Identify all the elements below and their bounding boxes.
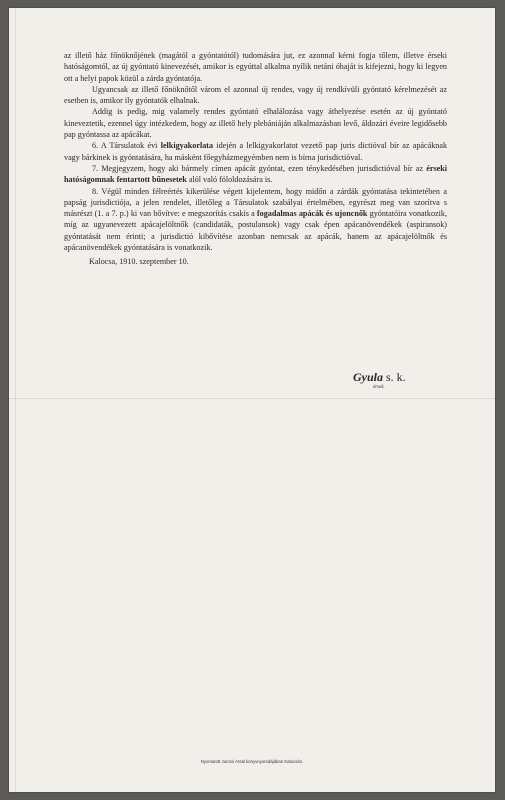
paragraph-8-bold: fogadalmas apácák és ujoncnők	[256, 209, 368, 219]
signature	[353, 370, 406, 390]
signature-name: Gyula	[353, 370, 383, 384]
letter-body	[64, 50, 447, 268]
paragraph-7-bold: érseki hatóságomnak fentartott bűnesetek	[64, 163, 447, 185]
signature-title: érsek.	[373, 385, 385, 390]
paragraph-8	[64, 186, 447, 254]
document-page	[9, 8, 495, 792]
paragraph-7-text-end: alól való föloldozására is.	[186, 175, 273, 185]
paragraph-7-text: 7. Megjegyzem, hogy aki bármely címen apácát gyóntat, ezen ténykedésében jurisdictióval bír az	[92, 163, 427, 173]
paragraph-8-text: 8. Végül minden félreértés kikerülése végett kijelentem, hogy midőn a zárdák gyóntatása tekintetében a papság jurisdictiója, a jelen rendelet, illetőleg a Társulatok szabályai értelmében, egyrészt meg van szorítva s másrészt (1. a 7. p.) ki van bővítve: e megszorítás csakis a	[64, 186, 447, 219]
printer-imprint: Nyomatott Jurcsó Antal könyvnyomdájában Kalocsán.	[200, 759, 304, 764]
letter-date: Kalocsa, 1910. szeptember 10.	[89, 257, 189, 267]
paragraph-6-text: 6. A Társulatok évi	[92, 141, 161, 151]
paragraph-6	[64, 140, 447, 163]
signature-suffix: s. k.	[383, 370, 406, 384]
fold-line	[9, 398, 495, 399]
paragraph-2: Ugyancsak az illető főnöknőtől várom el azonnal új rendes, vagy új rendkívüli gyóntató kérelmezését az esetben is, amikor ily gyóntatók elhalnak.	[64, 84, 447, 106]
paragraph-6-bold: lelkigyakorlata	[160, 141, 214, 151]
paragraph-8-text-end: gyóntatóira vonatkozik, míg az ugyanevezett apácajelöltnők (candidaták, postulansok) vagy csak épen apácanövendékek (aspiransok) gyóntatását nem érinti; a jurisdictió kibővítése azonban nemcsak az apácák, hanem az apácajelöltnők és apácanövendékek gyóntatására is vonatkozik.	[64, 209, 447, 253]
paragraph-6-text-end: idején a lelkigyakorlatot vezető pap juris dictióval bír az apácáknak vagy bárkinek is gyóntatására, ha másként főegyházmegyémben nem is bírna jurisdictióval.	[64, 141, 448, 162]
paragraph-7	[64, 163, 447, 186]
paragraph-3: Addig is pedig, mig valamely rendes gyóntató elhalálozása vagy áthelyezése esetén az új gyóntató kineveztetik, ezennel úgy intézkedem, hogy az illető hely plebániáján alkalmazásban levő, áldozári éveire legidősebb pap gyóntassa az apácákat.	[64, 107, 447, 140]
paragraph-1: az illető ház főnöknőjének (magától a gyóntatótól) tudomására jut, ez azonnal kérni fogja tőlem, illetve érseki hatóságomtól, az új gyóntató kinevezését, amikor is egyúttal alkalma nyílik netáni óhaját is kifejezni, hogy ki legyen ott a helyi papok közül a zárda gyóntatója.	[64, 51, 447, 83]
